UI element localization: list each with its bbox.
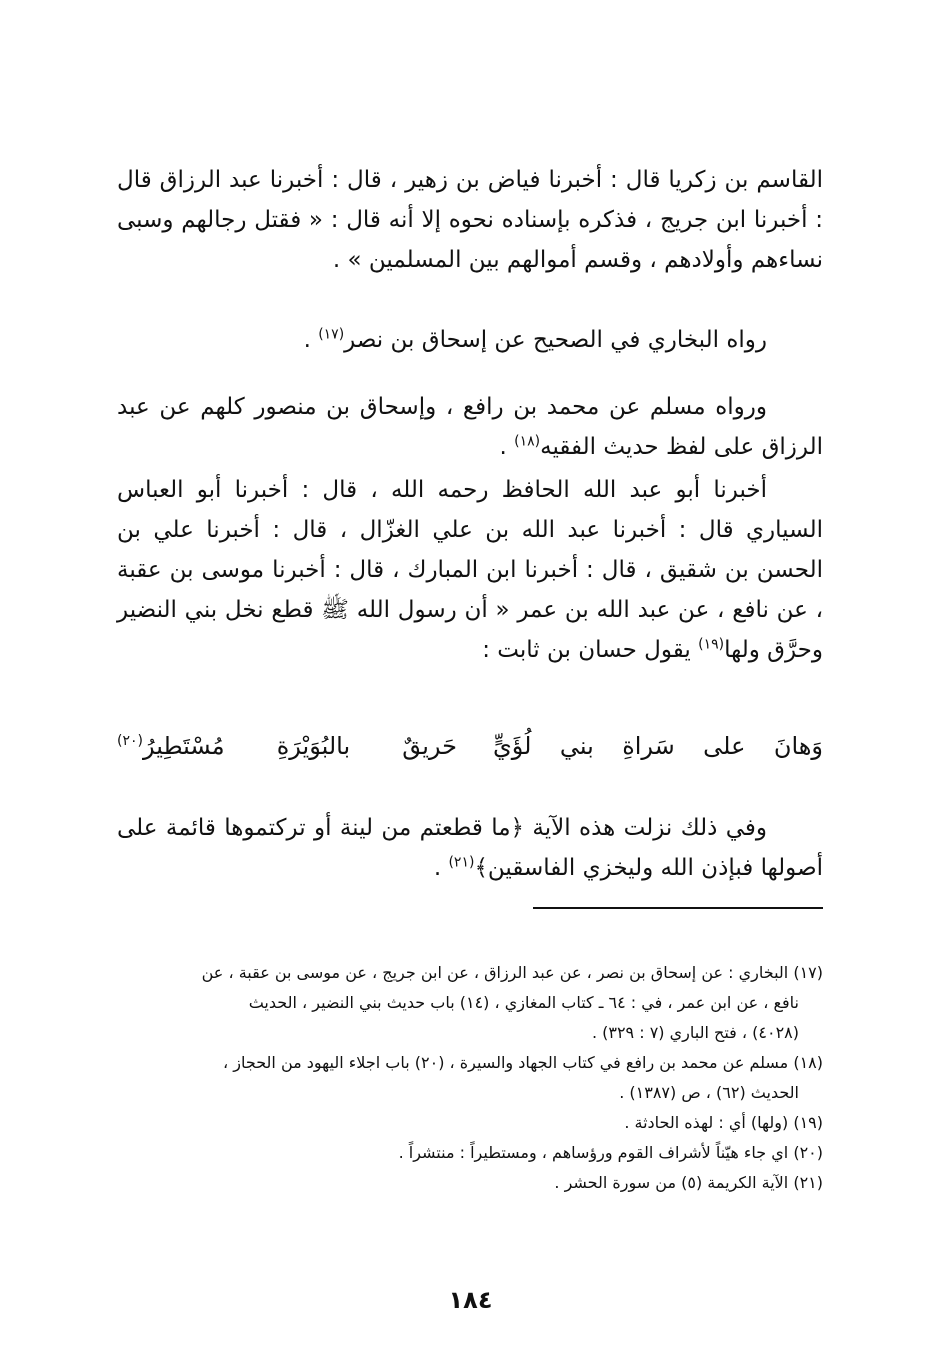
footnote-ref-17[interactable]: (١٧) bbox=[318, 326, 345, 343]
footnote-line: الحديث (٦٢) ، ص (١٣٨٧) . bbox=[619, 1083, 799, 1102]
footnote-line: نافع ، عن ابن عمر ، في : ٦٤ ـ كتاب المغازي ، (١٤) باب حديث بني النضير ، الحديث bbox=[248, 993, 799, 1012]
footnote-divider bbox=[533, 907, 823, 909]
footnote-21 bbox=[117, 1168, 823, 1198]
paragraph-end: . bbox=[433, 855, 449, 881]
verse-first-hemistich: وَهانَ على سَراةِ بني لُؤَيٍّ bbox=[493, 732, 823, 760]
footnote-18 bbox=[117, 1048, 823, 1108]
footnote-line: (١٨) مسلم عن محمد بن رافع في كتاب الجهاد والسيرة ، (٢٠) باب اجلاء اليهود من الحجاز ، bbox=[223, 1053, 823, 1072]
paragraph-end: . bbox=[303, 327, 319, 353]
verse-second-hemistich: حَريقٌ بالبُوَيْرَةِ مُسْتَطِيرُ$^{(٢٠)}$ bbox=[117, 732, 457, 760]
footnote-line: (٤٠٢٨) ، فتح الباري (٧ : ٣٢٩) . bbox=[591, 1023, 799, 1042]
footnote-line: (٢٠) اي جاء هيّناً لأشراف القوم ورؤساهم ، ومستطيراً : منتشراً . bbox=[398, 1143, 823, 1162]
footnote-17 bbox=[117, 958, 823, 1048]
paragraph-text: أخبرنا أبو عبد الله الحافظ رحمه الله ، قال : أخبرنا أبو العباس السياري قال : أخبرنا عبد الله بن علي الغزّال ، قال : أخبرنا علي بن الحسن بن شقيق ، قال : أخبرنا ابن المبارك ، قال : أخبرنا موسى بن عقبة ، عن نافع ، عن عبد الله بن عمر « أن رسول الله ﷺ قطع نخل بني النضير وحرَّق ولها bbox=[117, 477, 823, 663]
page-number: ١٨٤ bbox=[448, 1286, 493, 1314]
footnote-19 bbox=[117, 1108, 823, 1138]
footnote-ref-21[interactable]: (٢١) bbox=[448, 854, 475, 871]
footnote-20 bbox=[117, 1138, 823, 1168]
paragraph-bukhari-narration bbox=[117, 320, 823, 360]
paragraph-quran-verse bbox=[117, 808, 823, 888]
footnote-ref-20[interactable]: (٢٠) bbox=[117, 733, 143, 749]
paragraph-text: القاسم بن زكريا قال : أخبرنا فياض بن زهير ، قال : أخبرنا عبد الرزاق قال : أخبرنا ابن جريج ، فذكره بإسناده نحوه إلا أنه قال : « فقتل رجالهم وسبى نساءهم وأولادهم ، وقسم أموالهم بين المسلمين » . bbox=[117, 167, 823, 273]
footnote-line: (١٩) (ولها) أي : لهذه الحادثة . bbox=[624, 1113, 823, 1132]
paragraph-text: ورواه مسلم عن محمد بن رافع ، وإسحاق بن منصور كلهم عن عبد الرزاق على لفظ حديث الفقيه bbox=[117, 394, 823, 460]
paragraph-isnad-continuation bbox=[117, 160, 823, 280]
footnote-ref-18[interactable]: (١٨) bbox=[514, 433, 541, 450]
paragraph-muslim-narration bbox=[117, 387, 823, 467]
paragraph-text-continued: يقول حسان بن ثابت : bbox=[482, 637, 699, 663]
poetry-verse bbox=[117, 722, 823, 770]
footnotes-section bbox=[117, 958, 823, 1198]
footnote-line: (٢١) الآية الكريمة (٥) من سورة الحشر . bbox=[554, 1173, 823, 1192]
paragraph-text: وفي ذلك نزلت هذه الآية ﴿ما قطعتم من لينة أو تركتموها قائمة على أصولها فبإذن الله وليخزي الفاسقين﴾ bbox=[117, 815, 823, 881]
footnote-line: (١٧) البخاري : عن إسحاق بن نصر ، عن عبد الرزاق ، عن ابن جريج ، عن موسى بن عقبة ، عن bbox=[201, 963, 823, 982]
paragraph-hadith-chain bbox=[117, 470, 823, 670]
footnote-ref-19[interactable]: (١٩) bbox=[698, 636, 725, 653]
paragraph-text: رواه البخاري في الصحيح عن إسحاق بن نصر bbox=[344, 327, 767, 353]
paragraph-end: . bbox=[499, 434, 515, 460]
